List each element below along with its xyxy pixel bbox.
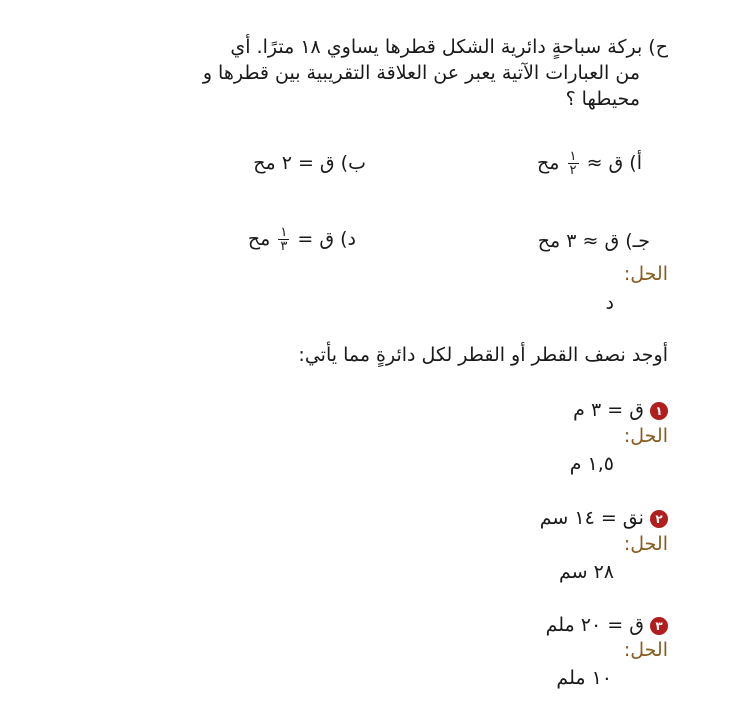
problem-1-number-badge: ١: [650, 402, 668, 420]
question-line-1: ح) بركة سباحةٍ دائرية الشكل قطرها يساوي ١٨ مترًا. أي: [230, 36, 668, 58]
problem-3: [546, 612, 668, 638]
option-b: ب) ق = ٢ مح: [253, 152, 366, 174]
solution-label: الحل:: [623, 263, 668, 285]
section-heading: أوجد نصف القطر أو القطر لكل دائرةٍ مما يأتي:: [298, 344, 668, 366]
question-line-2: من العبارات الآتية يعبر عن العلاقة التقريبية بين قطرها و: [202, 62, 640, 84]
option-a-numerator: ١: [569, 149, 577, 164]
solution-answer: د: [605, 292, 614, 314]
problem-1-given: ق = ٣ م: [573, 399, 644, 421]
option-a-denominator: ٢: [569, 163, 577, 178]
problem-3-number-badge: ٣: [650, 617, 668, 635]
problem-2-solution-label: الحل:: [623, 533, 668, 555]
problem-2-answer: ٢٨ سم: [558, 561, 614, 583]
option-c: جـ) ق ≈ ٣ مح: [537, 230, 650, 252]
option-d-prefix: د) ق =: [297, 228, 356, 250]
option-d-suffix: مح: [247, 228, 271, 250]
option-d-fraction: [278, 226, 289, 253]
option-d: [248, 226, 356, 253]
problem-3-given: ق = ٢٠ ملم: [545, 614, 644, 636]
option-a-fraction: [568, 150, 579, 177]
problem-2-number-badge: ٢: [650, 510, 668, 528]
option-a: [537, 150, 642, 177]
problem-1: [573, 397, 668, 423]
problem-1-solution-label: الحل:: [623, 425, 668, 447]
problem-3-answer: ١٠ ملم: [556, 667, 612, 689]
question-line-3: محيطها ؟: [565, 88, 640, 110]
problem-3-solution-label: الحل:: [623, 639, 668, 661]
option-a-prefix: أ) ق ≈: [586, 152, 642, 174]
option-d-denominator: ٣: [280, 239, 288, 254]
problem-2-given: نق = ١٤ سم: [539, 507, 644, 529]
problem-1-answer: ١,٥ م: [569, 453, 614, 475]
problem-2: [540, 505, 668, 531]
option-a-suffix: مح: [537, 152, 560, 174]
option-d-numerator: ١: [280, 225, 288, 240]
